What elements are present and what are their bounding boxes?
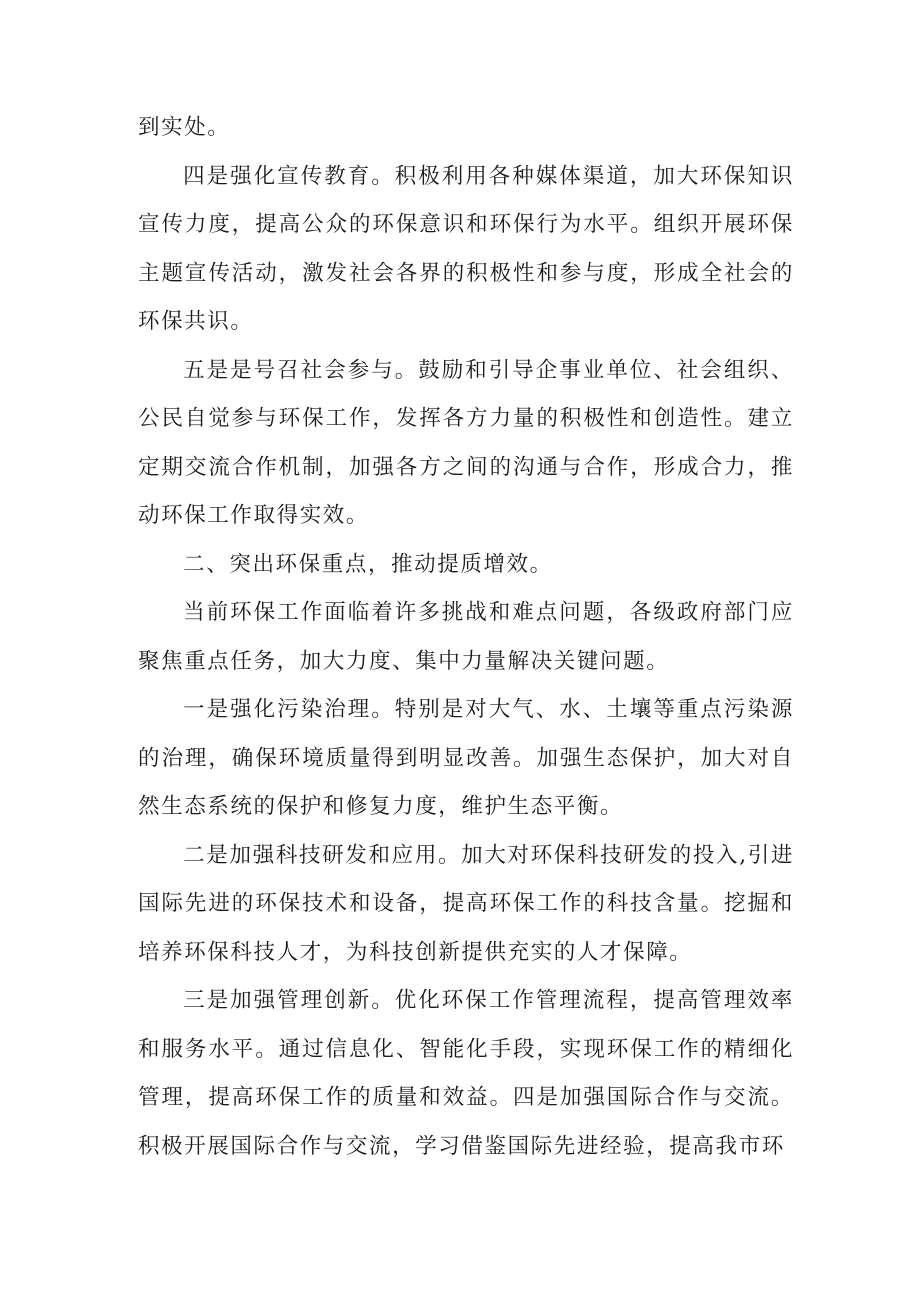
paragraph-6: 一是强化污染治理。特别是对大气、水、土壤等重点污染源的治理，确保环境质量得到明显改善。加强生态保护，加大对自然生态系统的保护和修复力度，维护生态平衡。 [138,697,794,819]
paragraph-7: 二是加强科技研发和应用。加大对环保科技研发的投入,引进国际先进的环保技术和设备，提高环保工作的科技含量。挖掘和培养环保科技人才，为科技创新提供充实的人才保障。 [138,842,794,965]
paragraph-8: 三是加强管理创新。优化环保工作管理流程，提高管理效率和服务水平。通过信息化、智能化手段，实现环保工作的精细化管理，提高环保工作的质量和效益。四是加强国际合作与交流。积极开展国际合作与交流，学习借鉴国际先进经验，提高我市环 [138,988,794,1159]
paragraph-3: 五是是号召社会参与。鼓励和引导企事业单位、社会组织、公民自觉参与环保工作，发挥各方力量的积极性和创造性。建立定期交流合作机制，加强各方之间的沟通与合作，形成合力，推动环保工作取得实效。 [138,357,794,528]
paragraph-2: 四是强化宣传教育。积极利用各种媒体渠道，加大环保知识宣传力度，提高公众的环保意识和环保行为水平。组织开展环保主题宣传活动，激发社会各界的积极性和参与度，形成全社会的环保共识。 [138,163,794,334]
section-heading: 二、突出环保重点，推动提质增效。 [183,551,553,577]
paragraph-5: 当前环保工作面临着许多挑战和难点问题，各级政府部门应聚焦重点任务，加大力度、集中力量解决关键问题。 [138,600,794,674]
document-body [138,104,794,1171]
paragraph-1: 到实处。 [138,115,231,140]
